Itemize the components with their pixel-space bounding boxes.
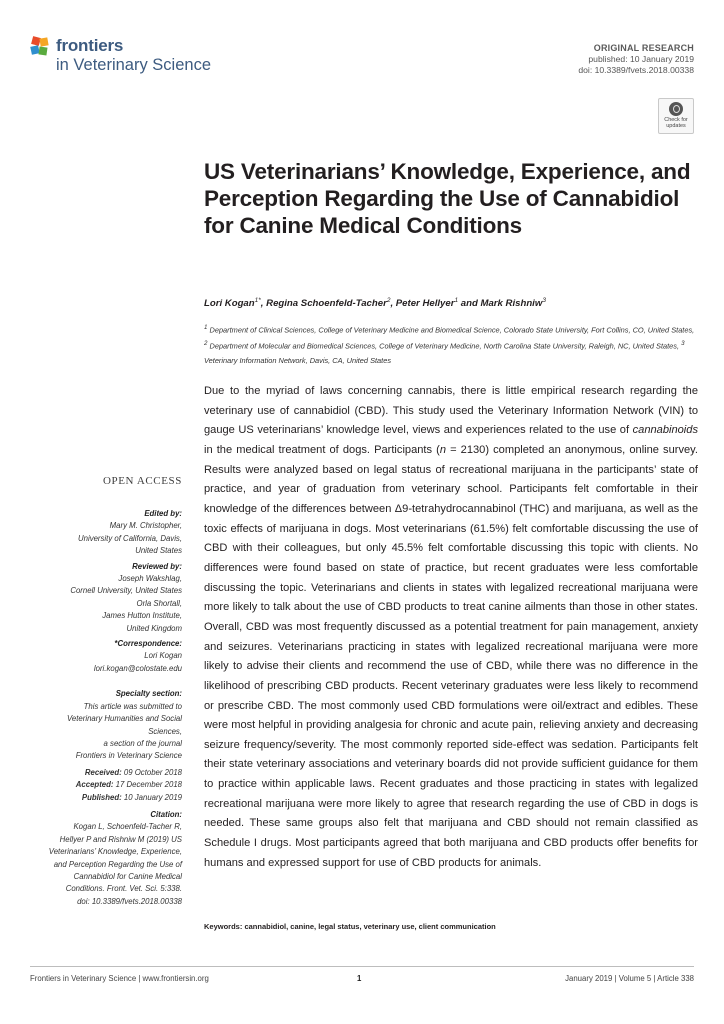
brand-name: frontiers [56, 36, 124, 55]
affiliation: Department of Clinical Sciences, College of Veterinary Medicine and Biomedical Science, Colorado State University, Fort Collins, CO, United States, [209, 325, 695, 335]
specialty-section: This article was submitted to Veterinary Humanities and Social Sciences, a section of the journal Frontiers in Veterinary Science [67, 701, 182, 761]
sidebar-info [30, 508, 182, 908]
article-title: US Veterinarians’ Knowledge, Experience, and Perception Regarding the Use of Cannabidiol for Canine Medical Conditions [204, 159, 691, 238]
edited-by-label: Edited by: [144, 509, 182, 518]
crossmark-badge[interactable] [658, 98, 694, 134]
frontiers-logo-icon [30, 36, 52, 58]
published-date-sidebar: 10 January 2019 [123, 792, 182, 802]
affiliation: Department of Molecular and Biomedical Sciences, College of Veterinary Medicine, North Carolina State University, Raleigh, NC, United States, [209, 341, 680, 351]
footer-journal[interactable]: Frontiers in Veterinary Science | www.frontiersin.org [30, 974, 209, 983]
affil-sup: 1 [204, 324, 208, 331]
accepted-date: 17 December 2018 [115, 780, 182, 790]
correspondence-label: *Correspondence: [114, 639, 182, 649]
received-date: 09 October 2018 [123, 767, 182, 777]
crossmark-icon [669, 102, 683, 116]
published-date: published: 10 January 2019 [588, 54, 694, 64]
abstract-text: = 2130) completed an anonymous, online survey. Results were analyzed based on legal status of recreational marijuana in the participants’ state of practice, and year of graduation from veterinary school. Participants felt comfortable in their knowledge of the differences between Δ9-tetrahydrocannabinol (THC) and marijuana, as well as the toxic effects of marijuana in dogs. Most veterinarians (61.5%) felt comfortable discussing the use of CBD with their colleagues, but only 45.5% felt comfortable discussing this topic with clients. No differences were found based on state of practice, but recent graduates were less comfortable discussing the topic. Veterinarians and clients in states with legalized recreational marijuana were more likely to talk about the use of CBD products to treat canine ailments than those in other states. Overall, CBD was most frequently discussed as a potential treatment for pain management, anxiety and seizures. Veterinarians practicing in states with legalized recreational marijuana were more likely to advise their clients and recommend the use of CBD, while there was no difference in the likelihood of prescribing CBD products. Recent veterinary graduates were less likely to recommend or prescribe CBD. The most commonly used CBD formulations were oil/extract and edibles. These were most helpful in providing analgesia for chronic and acute pain, relieving anxiety and decreasing seizure frequency/severity. The most commonly reported side-effect was sedation. Participants felt their state veterinary associations and veterinary boards did not provide sufficient guidance for them to practice within applicable laws. Recent graduates and those practicing in states with legalized recreational marijuana were more likely to agree that research regarding the use of CBD in dogs is needed. These same groups also felt that marijuana and CBD should not remain classified as Schedule I drugs. Most participants agreed that both marijuana and CBD products offer benefits for humans and expressed support for use of CBD products for animals. [204, 443, 698, 869]
author-separator: , [390, 298, 396, 310]
affiliation: Veterinary Information Network, Davis, CA, United States [204, 355, 392, 365]
abstract-text: in the medical treatment of dogs. Participants ( [204, 443, 440, 456]
author-affil-sup: 3 [542, 297, 546, 304]
citation-label: Citation: [150, 809, 182, 819]
page-number: 1 [357, 974, 362, 983]
affil-sup: 2 [204, 340, 208, 348]
citation: Kogan L, Schoenfeld-Tacher R, Hellyer P and Rishniw M (2019) US Veterinarians’ Knowledge, Experience, and Perception Regarding the Use of Cannabidiol for Canine Medical Conditions. Front. Vet. Sci. 5:338. doi: 10.3389/fvets.2018.00338 [48, 822, 182, 906]
article-type: ORIGINAL RESEARCH [593, 43, 694, 53]
author-name[interactable]: Peter Hellyer [395, 298, 455, 310]
abstract-emphasis: cannabinoids [632, 424, 698, 437]
keywords-list: cannabidiol, canine, legal status, veterinary use, client communication [244, 922, 496, 931]
reviewed-by: Joseph Wakshlag, Cornell University, United States Orla Shortall, James Hutton Institute, United Kingdom [70, 574, 182, 633]
author-separator: , [260, 298, 267, 310]
specialty-label: Specialty section: [115, 689, 182, 699]
dates [30, 767, 182, 804]
journal-name: in Veterinary Science [56, 56, 212, 74]
reviewed-by-label: Reviewed by: [132, 561, 182, 571]
received-label: Received: [84, 767, 122, 777]
accepted-label: Accepted: [75, 780, 114, 790]
correspondence[interactable]: Lori Kogan lori.kogan@colostate.edu [93, 651, 182, 673]
crossmark-label: Check for updates [664, 117, 688, 129]
keywords [204, 922, 698, 931]
abstract [204, 382, 698, 873]
footer-volume: January 2019 | Volume 5 | Article 338 [565, 974, 694, 983]
author-separator: and [458, 298, 481, 310]
author-name[interactable]: Mark Rishniw [480, 298, 543, 310]
published-label: Published: [81, 792, 122, 802]
doi-link[interactable]: doi: 10.3389/fvets.2018.00338 [578, 65, 694, 75]
open-access-label: OPEN ACCESS [102, 475, 182, 487]
affiliations [204, 321, 698, 368]
author-affil-sup: 1* [254, 297, 261, 304]
author-list [204, 297, 546, 309]
author-affil-sup: 2 [386, 297, 391, 304]
abstract-emphasis: n [439, 443, 446, 456]
edited-by: Mary M. Christopher, University of California, Davis, United States [78, 521, 182, 556]
abstract-text: Due to the myriad of laws concerning cannabis, there is little empirical research regarding the veterinary use of cannabidiol (CBD). This study used the Veterinary Information Network (VIN) to gauge US veterinarians’ knowledge level, views and experiences related to the use of [204, 385, 698, 437]
journal-logo [30, 36, 230, 80]
affil-sup: 3 [681, 340, 685, 348]
author-affil-sup: 1 [454, 297, 459, 304]
author-name[interactable]: Regina Schoenfeld-Tacher [266, 298, 387, 310]
author-name[interactable]: Lori Kogan [204, 298, 255, 310]
footer-divider [30, 966, 694, 967]
article-meta [578, 43, 694, 76]
keywords-label: Keywords: [204, 922, 243, 931]
